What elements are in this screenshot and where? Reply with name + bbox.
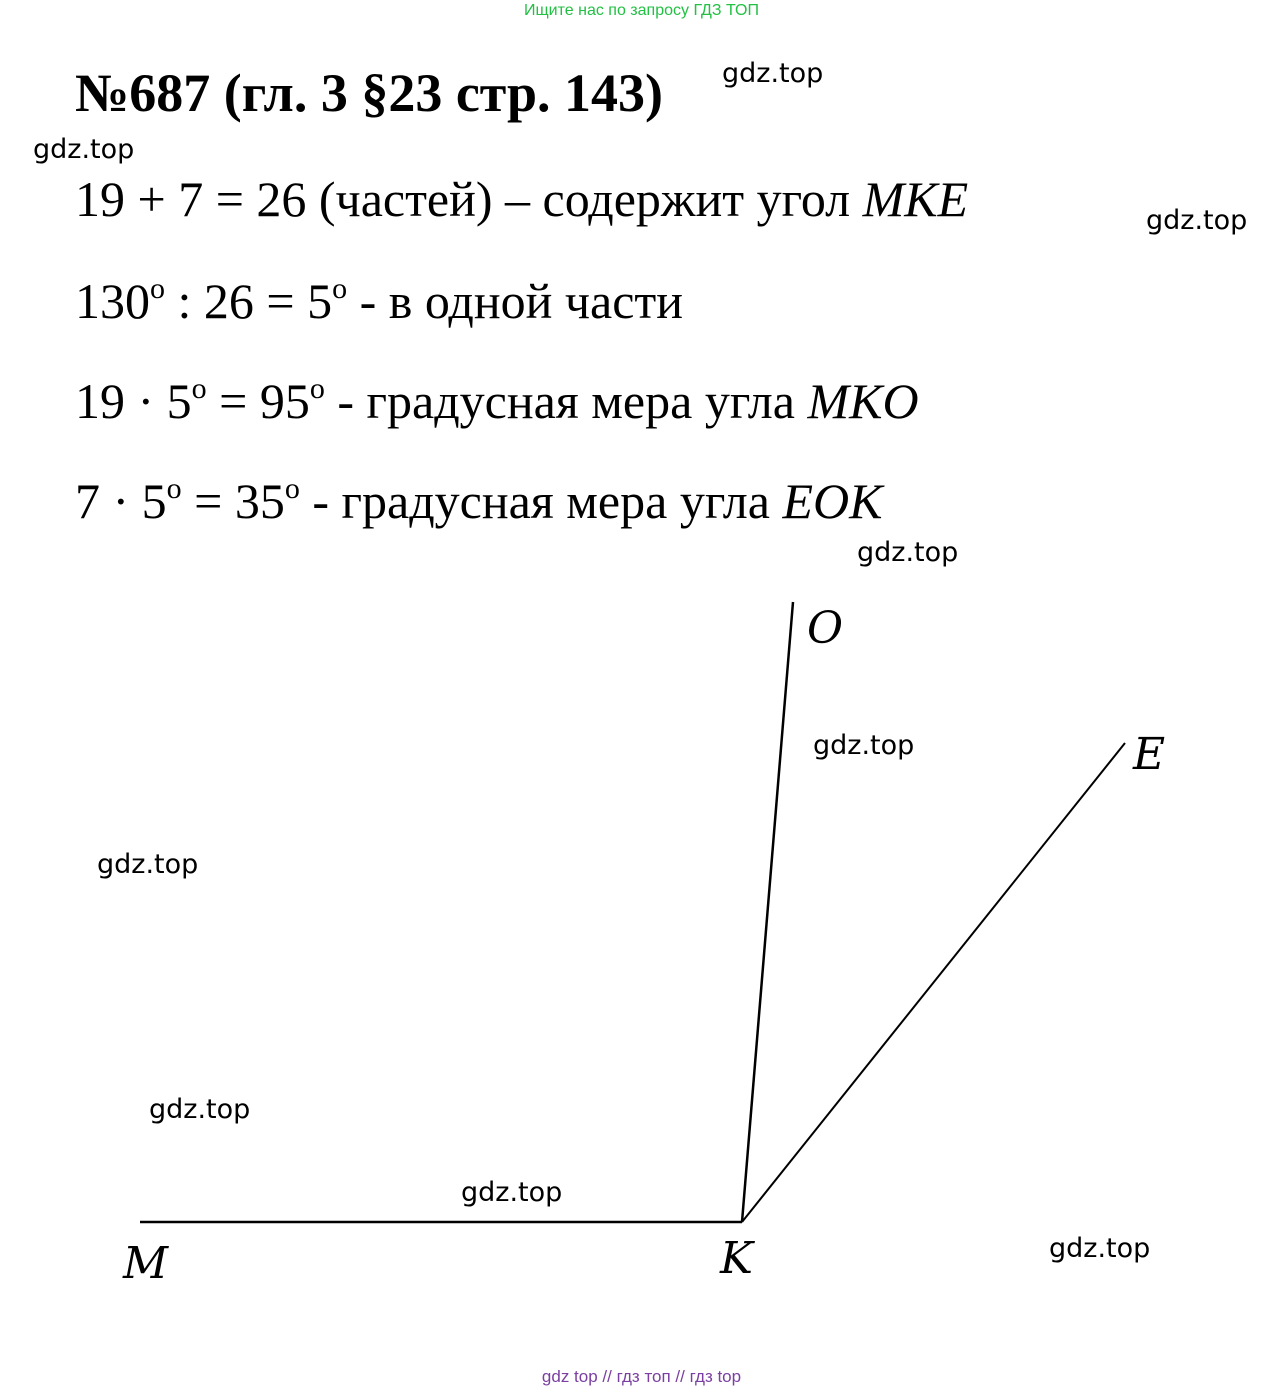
watermark: gdz.top — [33, 134, 135, 165]
watermark: gdz.top — [813, 730, 915, 761]
point-o-label: O — [807, 603, 844, 654]
line-1-text: 19 + 7 = 26 (частей) – содержит угол — [75, 171, 863, 227]
watermark: gdz.top — [149, 1094, 251, 1125]
point-k-label: K — [720, 1233, 753, 1284]
degree-sign: о — [191, 372, 207, 405]
line-4-part: = 35 — [181, 473, 285, 529]
degree-sign: о — [332, 272, 348, 305]
line-4-part: 7 · 5 — [75, 473, 167, 529]
point-e-label: E — [1133, 729, 1166, 780]
watermark: gdz.top — [857, 537, 959, 568]
degree-sign: о — [150, 272, 165, 305]
footer-links[interactable]: gdz top // гдз топ // гдз top — [541, 1367, 742, 1386]
point-m-label: M — [123, 1238, 169, 1289]
watermark: gdz.top — [722, 58, 824, 89]
line-2-part: : 26 = 5 — [165, 273, 333, 329]
angle-eok: EOK — [782, 473, 883, 529]
line-3-part: 19 · 5 — [75, 373, 192, 429]
angle-mke: MKE — [862, 171, 969, 227]
line-2-part: - в одной части — [347, 273, 684, 329]
top-banner[interactable]: Ищите нас по запросу ГДЗ ТОП — [524, 2, 759, 19]
watermark: gdz.top — [1049, 1233, 1151, 1264]
line-3-part: - градусная мера угла — [324, 373, 808, 429]
watermark: gdz.top — [461, 1177, 563, 1208]
degree-sign: о — [284, 472, 300, 505]
line-4-part: - градусная мера угла — [299, 473, 783, 529]
ray-ko — [742, 602, 793, 1222]
line-3-part: = 95 — [206, 373, 310, 429]
degree-sign: о — [309, 372, 325, 405]
angle-mko: MKO — [807, 373, 919, 429]
line-2-part: 130 — [75, 273, 150, 329]
ray-ke — [742, 743, 1125, 1222]
watermark: gdz.top — [1146, 205, 1248, 236]
degree-sign: о — [166, 472, 182, 505]
watermark: gdz.top — [97, 849, 199, 880]
task-title: №687 (гл. 3 §23 стр. 143) — [75, 63, 663, 123]
